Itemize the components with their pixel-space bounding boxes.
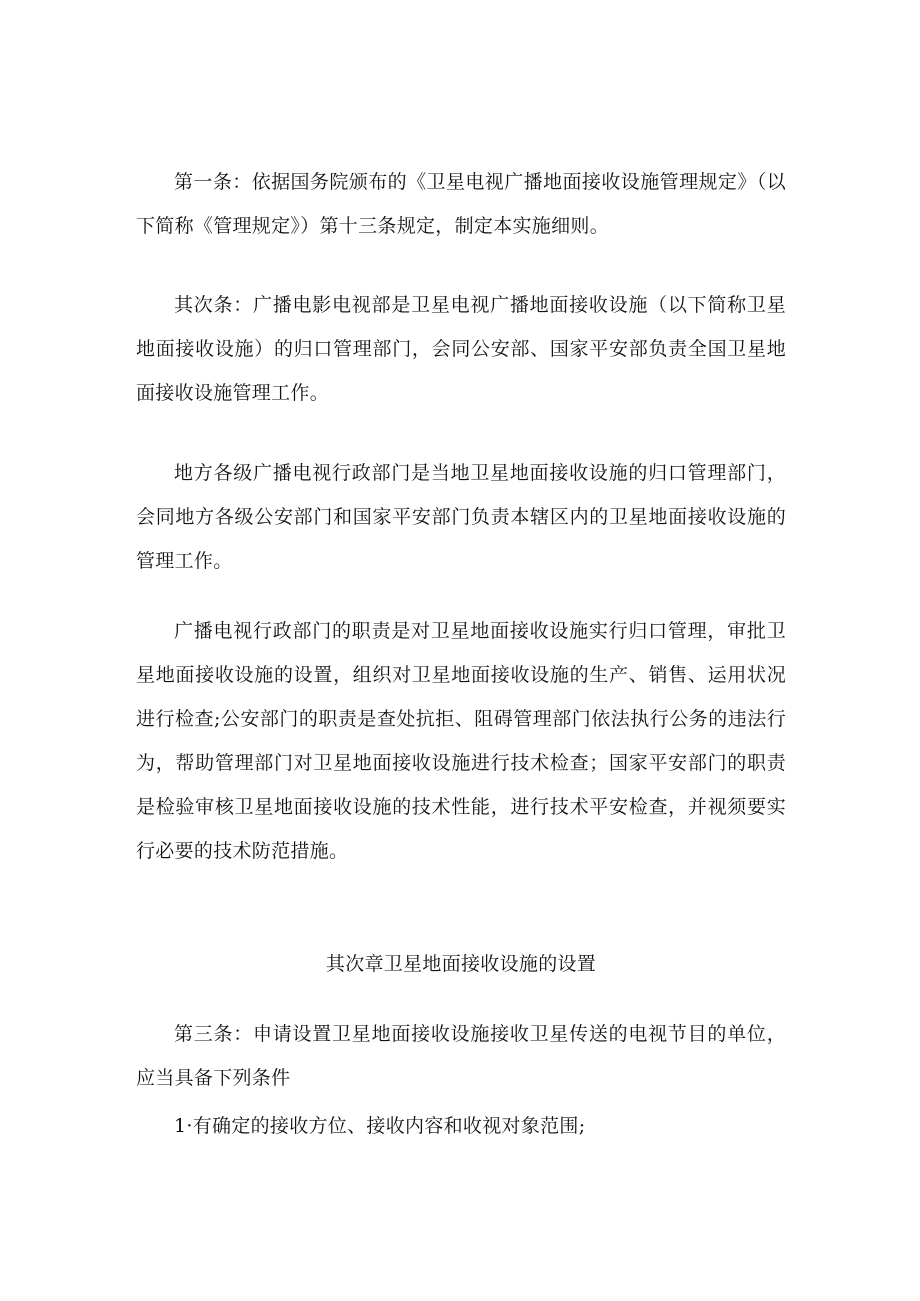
list-item-1: 1·有确定的接收方位、接收内容和收视对象范围; <box>174 1115 586 1137</box>
chapter-heading: 其次章卫星地面接收设施的设置 <box>325 953 597 975</box>
article-2-paragraph: 其次条：广播电影电视部是卫星电视广播地面接收设施（以下简称卫星地面接收设施）的归口管理部门，会同公安部、国家平安部负责全国卫星地面接收设施管理工作。 <box>136 294 786 404</box>
duties-paragraph: 广播电视行政部门的职责是对卫星地面接收设施实行归口管理，审批卫星地面接收设施的设置，组织对卫星地面接收设施的生产、销售、运用状况进行检查;公安部门的职责是查处抗拒、阻碍管理部门依法执行公务的违法行为，帮助管理部门对卫星地面接收设施进行技术检查；国家平安部门的职责是检验审核卫星地面接收设施的技术性能，进行技术平安检查，并视须要实行必要的技术防范措施。 <box>136 620 786 862</box>
article-3-paragraph: 第三条：申请设置卫星地面接收设施接收卫星传送的电视节目的单位，应当具备下列条件 <box>136 1023 786 1089</box>
local-authority-paragraph: 地方各级广播电视行政部门是当地卫星地面接收设施的归口管理部门，会同地方各级公安部门和国家平安部门负责本辖区内的卫星地面接收设施的管理工作。 <box>136 462 786 572</box>
article-1-paragraph: 第一条：依据国务院颁布的《卫星电视广播地面接收设施管理规定》（以下简称《管理规定》）第十三条规定，制定本实施细则。 <box>136 171 786 237</box>
